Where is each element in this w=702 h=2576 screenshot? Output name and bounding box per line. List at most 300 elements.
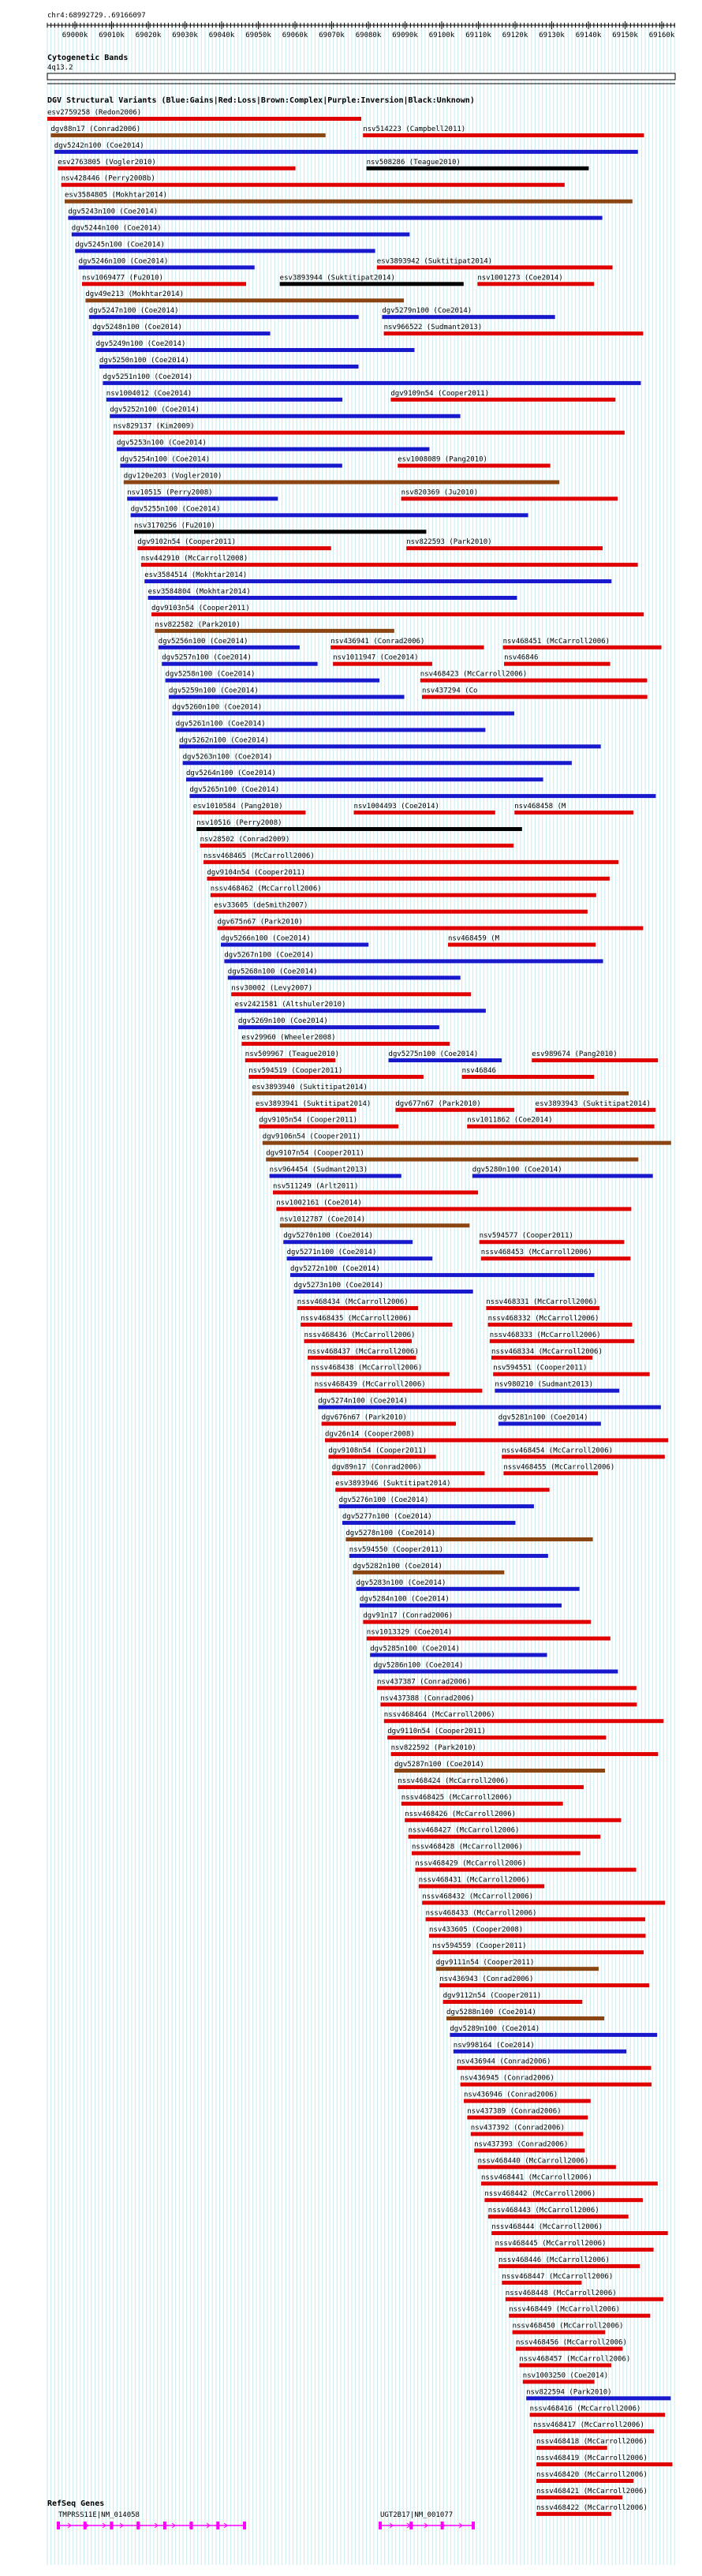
variant-label: dgv5286n100 (Coe2014) [373, 1661, 464, 1670]
variant-label: dgv9108n54 (Cooper2011) [328, 1447, 428, 1455]
variant-bar [422, 695, 648, 699]
variant-label: nssv468446 (McCarroll2006) [498, 2256, 610, 2264]
variant-bar [363, 133, 644, 137]
variant-label: dgv5265n100 (Coe2014) [189, 786, 280, 795]
variant-label: dgv88n17 (Conrad2006) [50, 125, 141, 133]
variant-bar [322, 1421, 456, 1425]
variant-label: esv3584514 (Mokhtar2014) [144, 571, 248, 580]
variant-bar [536, 2446, 607, 2450]
coordinate-ruler [47, 21, 675, 39]
ruler-tick-label: 69160k [648, 32, 675, 39]
variant-bar [117, 447, 429, 451]
variant-bar [345, 1537, 592, 1541]
variant-bar [103, 381, 640, 385]
variant-bar [504, 662, 610, 666]
ruler-tick-label: 69070k [319, 32, 345, 39]
variant-bar [390, 398, 615, 402]
variant-label: dgv5266n100 (Coe2014) [221, 934, 311, 943]
variant-label: nsv437294 (Co [422, 687, 478, 695]
gene-exon [243, 2522, 246, 2529]
variant-bar [514, 811, 633, 814]
variant-label: esv2421581 (Altshuler2010) [234, 1001, 346, 1009]
variant-label: esv29960 (Wheeler2008) [241, 1034, 336, 1043]
variant-label: nssv468433 (McCarroll2006) [425, 1909, 537, 1918]
variant-bar [256, 1108, 357, 1112]
variant-label: dgv9111n54 (Cooper2011) [435, 1959, 535, 1968]
variant-label: dgv5264n100 (Coe2014) [186, 769, 276, 778]
variant-label: dgv5284n100 (Coe2014) [360, 1595, 450, 1604]
variant-bar [439, 1983, 649, 1987]
variant-label: dgv5253n100 (Coe2014) [117, 439, 207, 447]
variant-label: dgv5258n100 (Coe2014) [165, 670, 256, 679]
variant-label: dgv5257n100 (Coe2014) [162, 653, 252, 662]
variant-bar [387, 1735, 606, 1739]
variant-bar [214, 910, 588, 914]
variant-bar [477, 282, 594, 286]
variant-label: nssv468331 (McCarroll2006) [486, 1297, 598, 1306]
variant-bar [532, 1058, 658, 1062]
variant-label: nsv468458 (M [514, 803, 566, 811]
variant-label: nsv436945 (Conrad2006) [460, 2074, 555, 2083]
variant-bar [513, 2331, 606, 2334]
variant-label: esv3893942 (Suktitipat2014) [376, 257, 493, 266]
variant-bar [235, 1009, 486, 1013]
variant-bar [110, 414, 460, 418]
variant-bar [488, 2215, 629, 2218]
variant-bar [200, 844, 514, 848]
variant-bar [446, 2016, 604, 2020]
ruler-tick-label: 69060k [282, 32, 308, 39]
variant-label: nssv468444 (McCarroll2006) [491, 2223, 603, 2232]
variant-label: dgv5255n100 (Coe2014) [130, 505, 221, 514]
variant-bar [443, 2000, 583, 2004]
variant-label: dgv5280n100 (Coe2014) [472, 1166, 562, 1174]
variant-label: esv3893940 (Suktitipat2014) [252, 1083, 368, 1091]
variant-label: esv989674 (Pang2010) [532, 1050, 618, 1059]
variant-label: esv2763805 (Vogler2010) [58, 158, 156, 167]
variant-bar [183, 761, 572, 765]
variant-bar [394, 1769, 605, 1773]
variant-label: nssv468450 (McCarroll2006) [512, 2322, 624, 2331]
variant-bar [280, 282, 464, 286]
variant-bar [377, 265, 613, 269]
variant-bar [47, 117, 361, 121]
variant-bar [308, 1356, 416, 1360]
variant-bar [290, 1273, 595, 1277]
position-label: chr4:68992729..69166097 [47, 12, 146, 20]
variant-bar [436, 1967, 599, 1971]
variant-label: esv3893943 (Suktitipat2014) [535, 1099, 651, 1108]
variant-label: nssv468432 (McCarroll2006) [422, 1893, 534, 1901]
variant-bar [401, 1802, 563, 1806]
variant-label: nssv468443 (McCarroll2006) [487, 2207, 599, 2215]
variant-label: dgv5245n100 (Coe2014) [75, 241, 165, 249]
variant-label: nssv468419 (McCarroll2006) [536, 2454, 648, 2463]
variant-bar [471, 2132, 584, 2136]
variant-label: dgv677n67 (Park2010) [395, 1099, 481, 1108]
gene-exon [472, 2522, 475, 2529]
variant-label: nsv1001273 (Coe2014) [477, 274, 563, 283]
variant-label: nsv437389 (Conrad2006) [467, 2107, 562, 2116]
variant-bar [196, 827, 522, 831]
gene-exon [136, 2522, 140, 2529]
variant-label: nsv10515 (Perry2008) [127, 489, 213, 497]
variant-label: dgv5285n100 (Coe2014) [370, 1645, 460, 1653]
variant-bar [406, 546, 603, 550]
variant-bar [224, 959, 603, 963]
gene-exon [84, 2522, 87, 2529]
variant-bar [304, 1339, 412, 1343]
variant-label: dgv9103n54 (Cooper2011) [151, 604, 250, 612]
variant-label: dgv5261n100 (Coe2014) [175, 720, 266, 728]
variant-bar [72, 233, 410, 237]
variant-label: nsv514223 (Campbell2011) [363, 125, 466, 133]
variant-label: dgv5247n100 (Coe2014) [88, 307, 179, 316]
variant-label: nssv468332 (McCarroll2006) [487, 1314, 599, 1323]
variant-bar [472, 1174, 653, 1178]
variant-label: dgv5256n100 (Coe2014) [158, 637, 248, 646]
variant-label: nssv468435 (McCarroll2006) [301, 1314, 413, 1323]
variant-label: nssv468421 (McCarroll2006) [536, 2487, 648, 2496]
variant-label: nssv468457 (McCarroll2006) [519, 2355, 631, 2364]
variant-label: nsv433605 (Cooper2008) [429, 1926, 524, 1934]
variant-label: esv3893944 (Suktitipat2014) [279, 274, 395, 283]
variant-label: nsv436946 (Conrad2006) [464, 2091, 558, 2099]
variant-bar [395, 1108, 514, 1112]
variant-label: nssv468333 (McCarroll2006) [489, 1331, 601, 1339]
variant-label: nssv468436 (McCarroll2006) [304, 1331, 416, 1339]
variant-label: nsv442910 (McCarroll2008) [140, 555, 248, 564]
variant-bar [58, 167, 295, 170]
variant-bar [374, 1669, 618, 1673]
variant-bar [495, 2248, 654, 2252]
ruler-tick-label: 69030k [172, 32, 198, 39]
variant-bar [144, 579, 611, 583]
variant-label: nssv468445 (McCarroll2006) [495, 2239, 607, 2248]
variant-bar [169, 695, 405, 699]
variant-label: nsv437392 (Conrad2006) [470, 2124, 566, 2132]
variant-bar [333, 662, 432, 666]
variant-label: nssv468456 (McCarroll2006) [516, 2338, 627, 2347]
variant-bar [398, 464, 550, 468]
variant-label: nsv46846 [461, 1066, 496, 1075]
variant-label: nssv468453 (McCarroll2006) [480, 1249, 592, 1257]
dgv-title: DGV Structural Variants (Blue:Gains|Red:Loss|Brown:Complex|Purple:Inversion|Black:Unknown) [47, 96, 475, 105]
variant-label: nsv822592 (Park2010) [390, 1744, 476, 1753]
variant-label: nsv829137 (Kim2009) [113, 422, 195, 431]
variant-label: nsv468459 (M [448, 934, 500, 943]
variant-bar [332, 1471, 485, 1475]
variant-bar [462, 1075, 595, 1079]
variant-label: dgv5259n100 (Coe2014) [169, 687, 259, 695]
variant-label: nsv436941 (Conrad2006) [330, 637, 425, 646]
variant-bar [536, 2462, 672, 2466]
variant-bar [65, 200, 633, 204]
variant-label: nsv964454 (Sudmant2013) [269, 1166, 368, 1174]
variant-bar [328, 1455, 435, 1458]
variant-bar [467, 1125, 654, 1129]
variant-label: nssv468464 (McCarroll2006) [383, 1711, 495, 1720]
variant-bar [419, 1885, 544, 1889]
variant-label: nssv468428 (McCarroll2006) [412, 1843, 523, 1852]
variant-bar [357, 1587, 580, 1591]
variant-label: nssv468449 (McCarroll2006) [509, 2305, 621, 2314]
variant-bar [480, 1240, 625, 1244]
variant-label: esv3893941 (Suktitipat2014) [256, 1099, 372, 1108]
variant-label: dgv9112n54 (Cooper2011) [442, 1992, 542, 2001]
ruler-tick-label: 69130k [539, 32, 565, 39]
variant-label: dgv5270n100 (Coe2014) [283, 1232, 373, 1241]
variant-bar [516, 2347, 622, 2351]
cytobands-title: Cytogenetic Bands [47, 54, 129, 62]
variant-label: dgv5250n100 (Coe2014) [99, 356, 189, 365]
variant-bar [481, 1256, 631, 1260]
variant-bar [409, 1835, 601, 1839]
variant-label: nsv28502 (Conrad2009) [200, 835, 290, 844]
variant-bar [502, 1455, 665, 1458]
variant-bar [367, 167, 589, 170]
variant-bar [491, 1356, 592, 1360]
variant-bar [151, 612, 644, 616]
cytoband-ideogram [47, 73, 675, 84]
variant-bar [384, 331, 644, 335]
variant-label: dgv91n17 (Conrad2006) [363, 1612, 454, 1620]
variant-label: dgv5288n100 (Coe2014) [446, 2008, 536, 2016]
variant-label: nsv437393 (Conrad2006) [474, 2140, 569, 2149]
variant-bar [204, 860, 618, 864]
variant-bar [273, 1190, 478, 1194]
variant-bar [360, 1604, 562, 1608]
variant-label: nssv468431 (McCarroll2006) [418, 1876, 530, 1885]
variant-label: dgv5249n100 (Coe2014) [95, 340, 186, 349]
variant-bar [481, 2181, 658, 2185]
variant-label: dgv5260n100 (Coe2014) [172, 703, 263, 712]
variant-label: nsv1004012 (Coe2014) [106, 389, 192, 398]
variant-bar [493, 1372, 649, 1376]
variant-bar [99, 365, 359, 369]
variant-label: dgv5268n100 (Coe2014) [227, 968, 318, 976]
variant-bar [172, 711, 514, 715]
variant-label: nsv468423 (McCarroll2006) [420, 670, 528, 679]
variant-label: dgv5273n100 (Coe2014) [293, 1282, 384, 1290]
variant-label: nssv468439 (McCarroll2006) [314, 1380, 426, 1389]
variant-bar [495, 1389, 619, 1393]
variant-bar [519, 2363, 611, 2367]
variant-bar [389, 1058, 502, 1062]
variant-bar [68, 216, 602, 220]
variant-bar [124, 480, 559, 484]
variant-bar [166, 679, 379, 683]
variant-label: dgv9105n54 (Cooper2011) [259, 1116, 358, 1125]
variant-label: dgv5269n100 (Coe2014) [238, 1017, 328, 1026]
variant-bar [318, 1406, 661, 1410]
variant-label: dgv5244n100 (Coe2014) [71, 224, 162, 233]
variant-label: nssv468454 (McCarroll2006) [502, 1447, 614, 1455]
variant-label: nssv468427 (McCarroll2006) [408, 1826, 520, 1835]
variant-bar [370, 1653, 547, 1657]
variant-bar [530, 2413, 665, 2417]
variant-label: esv1010584 (Pang2010) [192, 803, 283, 811]
variant-bar [315, 1389, 483, 1393]
variant-label: nssv468442 (McCarroll2006) [484, 2190, 596, 2199]
variant-bar [330, 646, 484, 650]
variant-bar [391, 1752, 659, 1756]
variant-label: nssv468416 (McCarroll2006) [529, 2405, 641, 2413]
variant-bar [536, 2496, 622, 2499]
variant-label: nsv508286 (Teague2010) [366, 158, 461, 167]
variant-bar [349, 1554, 548, 1558]
variant-bar [96, 348, 415, 352]
variant-label: dgv5251n100 (Coe2014) [103, 373, 193, 381]
variant-label: esv3584804 (Mokhtar2014) [147, 587, 251, 596]
refseq-genes [57, 2511, 475, 2529]
variant-bar [503, 646, 662, 650]
variant-bar [377, 1686, 637, 1690]
variant-bar [207, 877, 609, 881]
dgv-variants [47, 109, 672, 2516]
variant-label: dgv26n14 (Cooper2008) [325, 1430, 415, 1439]
variant-label: nssv468424 (McCarroll2006) [398, 1777, 510, 1785]
variant-bar [283, 1240, 413, 1244]
variant-bar [228, 975, 461, 979]
variant-label: nsv594519 (Cooper2011) [248, 1066, 343, 1075]
variant-label: dgv5275n100 (Coe2014) [388, 1050, 479, 1059]
variant-bar [536, 2479, 633, 2483]
variant-label: dgv9107n54 (Cooper2011) [266, 1149, 364, 1158]
ruler-tick-label: 69120k [502, 32, 528, 39]
variant-bar [120, 464, 342, 468]
variant-bar [238, 1025, 439, 1029]
ruler-tick-label: 69080k [355, 32, 382, 39]
variant-label: nssv468429 (McCarroll2006) [415, 1859, 527, 1868]
variant-bar [276, 1207, 631, 1211]
variant-label: nsv1069477 (Fu2010) [82, 274, 163, 283]
variant-label: dgv9102n54 (Cooper2011) [137, 538, 237, 547]
variant-label: nssv468422 (McCarroll2006) [536, 2503, 648, 2512]
variant-label: nsv511249 (Arlt2011) [273, 1182, 359, 1191]
variant-bar [398, 1785, 584, 1789]
variant-label: dgv676n67 (Park2010) [321, 1413, 407, 1422]
variant-bar [509, 2314, 650, 2318]
variant-bar [491, 2231, 667, 2235]
variant-label: nssv468420 (McCarroll2006) [536, 2470, 648, 2479]
cytoband-label: 4q13.2 [47, 64, 73, 72]
variant-label: dgv5242n100 (Coe2014) [54, 141, 144, 150]
variant-bar [79, 265, 255, 269]
variant-label: nsv822593 (Park2010) [406, 538, 492, 547]
variant-bar [467, 2116, 588, 2120]
gene-exon [216, 2522, 219, 2529]
variant-label: dgv5282n100 (Coe2014) [353, 1562, 442, 1571]
variant-label: dgv5274n100 (Coe2014) [318, 1397, 408, 1406]
variant-label: nssv468465 (McCarroll2006) [204, 852, 315, 860]
variant-label: nsv594577 (Cooper2011) [479, 1232, 573, 1241]
variant-label: nssv468425 (McCarroll2006) [401, 1793, 513, 1802]
variant-bar [401, 496, 618, 500]
variant-label: nsv46846 [504, 653, 539, 662]
variant-label: nssv468462 (McCarroll2006) [210, 885, 322, 893]
variant-bar [432, 1950, 644, 1954]
variant-label: dgv9109n54 (Cooper2011) [390, 389, 490, 398]
variant-label: nsv594550 (Cooper2011) [349, 1545, 444, 1554]
variant-label: dgv5267n100 (Coe2014) [224, 951, 315, 960]
variant-label: esv3584805 (Mokhtar2014) [65, 191, 168, 200]
variant-label: nsv437387 (Conrad2006) [377, 1678, 472, 1687]
variant-bar [141, 563, 638, 567]
ruler-tick-label: 69010k [99, 32, 125, 39]
variant-bar [353, 1571, 504, 1574]
variant-label: nssv468440 (McCarroll2006) [477, 2157, 589, 2166]
variant-label: nsv1013329 (Coe2014) [366, 1628, 453, 1637]
variant-bar [179, 744, 600, 748]
variant-bar [134, 530, 426, 534]
variant-bar [211, 893, 596, 897]
variant-bar [457, 2066, 651, 2070]
variant-label: nsv1003250 (Coe2014) [522, 2372, 609, 2380]
variant-label: nsv980210 (Sudmant2013) [495, 1380, 594, 1389]
variant-label: dgv5283n100 (Coe2014) [356, 1578, 446, 1587]
variant-label: nsv436943 (Conrad2006) [439, 1975, 534, 1984]
variant-bar [503, 1471, 598, 1475]
variant-label: esv1008089 (Pang2010) [398, 455, 487, 464]
ruler-tick-label: 69150k [612, 32, 638, 39]
variant-bar [526, 2396, 670, 2400]
variant-bar [461, 2083, 652, 2087]
variant-bar [270, 1174, 401, 1178]
variant-label: nssv468417 (McCarroll2006) [533, 2421, 644, 2430]
variant-bar [429, 1934, 646, 1938]
variant-bar [502, 2281, 581, 2285]
variant-label: dgv9110n54 (Cooper2011) [387, 1728, 486, 1736]
variant-label: nsv3170256 (Fu2010) [134, 522, 215, 530]
variant-label: dgv9106n54 (Cooper2011) [262, 1133, 361, 1141]
variant-bar [231, 992, 471, 996]
variant-bar [426, 1917, 645, 1921]
variant-label: nsv468451 (McCarroll2006) [502, 637, 611, 646]
variant-label: dgv5246n100 (Coe2014) [78, 257, 169, 266]
variant-label: dgv5278n100 (Coe2014) [345, 1529, 436, 1537]
variant-bar [218, 927, 644, 930]
variant-bar [380, 1702, 637, 1706]
variant-bar [54, 150, 638, 154]
variant-bar [412, 1852, 581, 1855]
refseq-title: RefSeq Genes [47, 2499, 105, 2508]
variant-bar [241, 1042, 450, 1046]
variant-bar [464, 2099, 591, 2103]
variant-label: dgv5289n100 (Coe2014) [450, 2024, 540, 2033]
variant-label: nsv1004493 (Coe2014) [353, 803, 439, 811]
variant-bar [474, 2148, 584, 2152]
ruler-tick-label: 69100k [428, 32, 455, 39]
variant-bar [367, 1637, 611, 1641]
variant-bar [280, 1223, 470, 1227]
variant-bar [293, 1290, 472, 1294]
variant-bar [89, 315, 359, 319]
variant-bar [533, 2429, 654, 2433]
variant-label: nsv1012787 (Coe2014) [279, 1215, 366, 1224]
variant-bar [384, 1719, 663, 1723]
variant-bar [339, 1504, 534, 1508]
variant-label: dgv5243n100 (Coe2014) [68, 208, 159, 216]
variant-label: dgv5263n100 (Coe2014) [182, 753, 273, 762]
variant-bar [248, 1075, 424, 1079]
variant-label: dgv120e203 (Vogler2010) [123, 472, 222, 481]
variant-bar [106, 398, 342, 402]
variant-bar [506, 2297, 663, 2301]
variant-label: nsv1002161 (Coe2014) [276, 1199, 362, 1208]
variant-label: dgv5262n100 (Coe2014) [179, 736, 269, 745]
variant-bar [82, 282, 246, 286]
